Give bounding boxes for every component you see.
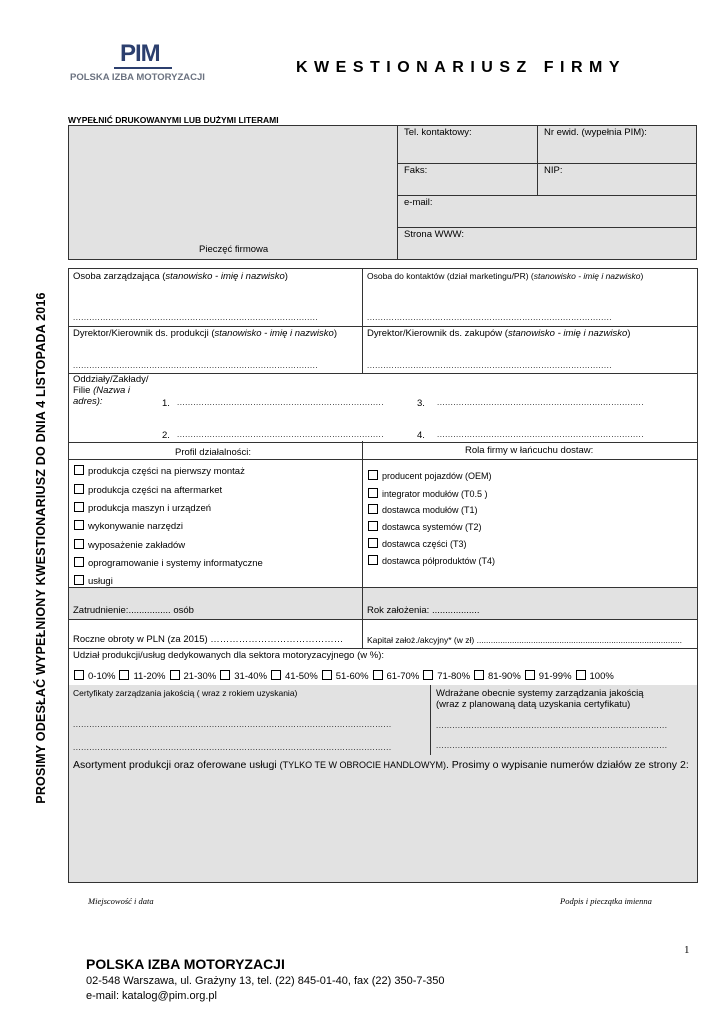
profile-option-label: oprogramowanie i systemy informatyczne: [88, 558, 263, 569]
quality-systems-input-line-1[interactable]: .....................................................................................: [436, 721, 668, 730]
share-option[interactable]: [576, 671, 614, 682]
role-option-label: dostawca modułów (T1): [382, 505, 478, 515]
checkbox[interactable]: [74, 575, 84, 585]
share-option[interactable]: [271, 671, 318, 682]
profile-header: Profil działalności:: [175, 447, 252, 458]
email-label: e-mail:: [404, 197, 433, 208]
tel-field[interactable]: [397, 125, 538, 164]
assortment-field[interactable]: [69, 755, 697, 882]
checkbox[interactable]: [74, 670, 84, 680]
manager-label-hint: stanowisko - imię i nazwisko: [165, 271, 285, 282]
manager-label-text: Osoba zarządzająca (: [73, 271, 166, 282]
checkbox[interactable]: [271, 670, 281, 680]
share-option[interactable]: [525, 671, 572, 682]
www-label: Strona WWW:: [404, 229, 464, 240]
branches-label-1: Oddziały/Zakłady/: [73, 374, 149, 385]
contact-label-text: Osoba do kontaktów (dział marketingu/PR) (: [367, 271, 534, 281]
checkbox[interactable]: [74, 465, 84, 475]
branch-1-input-line[interactable]: ............................................................................: [177, 398, 384, 407]
checkbox[interactable]: [423, 670, 433, 680]
quality-systems-label-1: Wdrażane obecnie systemy zarządzania jakością: [436, 688, 644, 699]
prod-director-text: Dyrektor/Kierownik ds. produkcji (: [73, 328, 215, 339]
prod-director-close: ): [333, 328, 337, 339]
checkbox[interactable]: [576, 670, 586, 680]
branches-label-2-hint: (Nazwa i: [93, 385, 131, 396]
quality-systems-label-2: (wraz z planowaną datą uzyskania certyfikatu): [436, 699, 631, 710]
contact-label-close: ): [640, 271, 644, 281]
checkbox[interactable]: [119, 670, 129, 680]
logo-bar: [114, 67, 172, 69]
footer-org-name: POLSKA IZBA MOTORYZACJI: [86, 956, 285, 972]
nip-label: NIP:: [544, 165, 563, 176]
share-option[interactable]: [119, 671, 165, 682]
share-option-label: 0-10%: [88, 671, 116, 682]
share-option-label: 81-90%: [488, 671, 521, 682]
www-field[interactable]: [397, 227, 697, 260]
checkbox[interactable]: [373, 670, 383, 680]
assortment-label-c: . Prosimy o wypisanie numerów działów ze strony 2:: [445, 759, 689, 771]
role-option[interactable]: [368, 555, 495, 566]
role-option[interactable]: [368, 488, 488, 499]
purchasing-director-input-line[interactable]: ..........................................................................................: [367, 361, 613, 370]
ewid-field[interactable]: [537, 125, 697, 164]
logo-mark: PIM: [120, 40, 160, 67]
certificates-input-line-1[interactable]: .....................................................................................................................: [73, 720, 392, 729]
share-option[interactable]: [74, 671, 115, 682]
branch-3-input-line[interactable]: ............................................................................: [437, 398, 644, 407]
fax-label: Faks:: [404, 165, 428, 176]
checkbox[interactable]: [74, 520, 84, 530]
profile-option-label: produkcja części na pierwszy montaż: [88, 466, 245, 477]
profile-option-label: produkcja maszyn i urządzeń: [88, 503, 212, 514]
company-stamp-field[interactable]: [68, 125, 398, 260]
checkbox[interactable]: [74, 484, 84, 494]
certificates-input-line-2[interactable]: .....................................................................................................................: [73, 743, 392, 752]
profile-option[interactable]: [74, 502, 211, 514]
certificates-divider: [430, 685, 431, 755]
share-option-label: 61-70%: [386, 671, 420, 682]
quality-systems-input-line-2[interactable]: .....................................................................................: [436, 741, 668, 750]
checkbox[interactable]: [368, 521, 378, 531]
page-title: KWESTIONARIUSZ FIRMY: [296, 59, 626, 76]
purchasing-director-label: [367, 328, 630, 339]
profile-option[interactable]: [74, 557, 263, 569]
branches-label-3: adres):: [73, 396, 103, 407]
checkbox[interactable]: [474, 670, 484, 680]
manager-label: [73, 271, 288, 282]
profile-option-label: wykonywanie narzędzi: [88, 521, 184, 532]
share-option-label: 11-20%: [133, 671, 166, 682]
checkbox[interactable]: [74, 502, 84, 512]
share-option[interactable]: [423, 671, 470, 682]
share-option-label: 21-30%: [183, 671, 217, 682]
branch-4-input-line[interactable]: ............................................................................: [437, 430, 644, 439]
branches-label-2: [73, 385, 130, 396]
branches-label-2-text: Filie: [73, 385, 94, 396]
deadline-text: PROSIMY ODESŁAĆ WYPEŁNIONY KWESTIONARIUSZ DO DNIA 4 LISTOPADA 2016: [34, 291, 48, 804]
employment-field[interactable]: Zatrudnienie:................ osób: [73, 605, 194, 616]
footer-email: e-mail: katalog@pim.org.pl: [86, 990, 217, 1002]
purch-director-text: Dyrektor/Kierownik ds. zakupów (: [367, 328, 508, 339]
role-option-label: dostawca półproduktów (T4): [382, 556, 496, 566]
share-option[interactable]: [170, 671, 217, 682]
branch-2-input-line[interactable]: ............................................................................: [177, 430, 384, 439]
share-option-label: 41-50%: [285, 671, 318, 682]
role-option-label: dostawca części (T3): [382, 539, 467, 549]
fax-field[interactable]: [397, 163, 538, 196]
profile-option[interactable]: [74, 575, 113, 587]
founded-field[interactable]: Rok założenia: ..................: [367, 605, 480, 616]
share-option-label: 100%: [589, 671, 614, 682]
manager-input-line[interactable]: ..........................................................................................: [73, 313, 319, 322]
production-director-input-line[interactable]: ..........................................................................................: [73, 361, 319, 370]
profile-option[interactable]: [74, 539, 185, 551]
footer-address: 02-548 Warszawa, ul. Grażyny 13, tel. (22) 845-01-40, fax (22) 350-7-350: [86, 975, 445, 987]
profile-header-row: [68, 459, 698, 460]
deadline-side-text: [12, 275, 70, 820]
stamp-label: Pieczęć firmowa: [199, 244, 269, 255]
assortment-label-b: (TYLKO TE W OBROCIE HANDLOWYM): [279, 760, 446, 770]
assortment-label: [73, 759, 689, 771]
share-option[interactable]: [373, 671, 420, 682]
branch-1-number: 1.: [162, 398, 170, 409]
checkbox[interactable]: [170, 670, 180, 680]
share-label: Udział produkcji/usług dedykowanych dla sektora motoryzacyjnego (w %):: [73, 650, 385, 661]
tel-label: Tel. kontaktowy:: [404, 127, 472, 138]
share-option-label: 31-40%: [234, 671, 268, 682]
checkbox[interactable]: [74, 557, 84, 567]
checkbox[interactable]: [525, 670, 535, 680]
checkbox[interactable]: [368, 555, 378, 565]
manager-label-close: ): [284, 271, 288, 282]
production-director-label: [73, 328, 337, 339]
nip-field[interactable]: [537, 163, 697, 196]
checkbox[interactable]: [74, 539, 84, 549]
share-option-label: 51-60%: [335, 671, 369, 682]
share-option-label: 71-80%: [437, 671, 471, 682]
logo: [70, 40, 220, 85]
email-field[interactable]: [397, 195, 697, 228]
place-date-label: Miejscowość i data: [88, 896, 154, 906]
checkbox[interactable]: [322, 670, 332, 680]
capital-field[interactable]: Kapitał założ./akcyjny* (w zł) .......................................................................................: [367, 635, 683, 645]
purch-director-close: ): [627, 328, 631, 339]
logo-name: POLSKA IZBA MOTORYZACJI: [70, 72, 205, 83]
share-option-label: 91-99%: [538, 671, 572, 682]
checkbox[interactable]: [368, 504, 378, 514]
purch-director-hint: stanowisko - imię i nazwisko: [507, 328, 628, 339]
profile-option[interactable]: [74, 465, 245, 477]
page-number: 1: [684, 944, 690, 956]
contact-label-hint: stanowisko - imię i nazwisko: [533, 271, 641, 281]
prod-director-hint: stanowisko - imię i nazwisko: [214, 328, 334, 339]
instruction: WYPEŁNIĆ DRUKOWANYMI LUB DUŻYMI LITERAMI: [68, 115, 279, 125]
contact-person-input-line[interactable]: ..........................................................................................: [367, 313, 613, 322]
role-option[interactable]: [368, 521, 482, 532]
role-option-label: dostawca systemów (T2): [382, 522, 482, 532]
certificates-label: Certyfikaty zarządzania jakością ( wraz z rokiem uzyskania): [73, 688, 298, 698]
role-option[interactable]: [368, 504, 478, 515]
branch-3-number: 3.: [417, 398, 425, 409]
profile-role-divider: [362, 441, 363, 587]
role-option[interactable]: [368, 538, 467, 549]
role-header: Rola firmy w łańcuchu dostaw:: [465, 445, 594, 456]
checkbox[interactable]: [368, 470, 378, 480]
checkbox[interactable]: [220, 670, 230, 680]
turnover-field[interactable]: Roczne obroty w PLN (za 2015) ……………………………………: [73, 634, 344, 645]
share-option[interactable]: [474, 671, 521, 682]
contact-person-label: [367, 271, 643, 281]
assortment-label-a: Asortyment produkcji oraz oferowane usługi: [73, 759, 280, 771]
branch-2-number: 2.: [162, 430, 170, 441]
role-option[interactable]: [368, 470, 492, 481]
profile-option[interactable]: [74, 484, 222, 496]
ewid-label: Nr ewid. (wypełnia PIM):: [544, 127, 647, 138]
share-option[interactable]: [220, 671, 267, 682]
share-option[interactable]: [322, 671, 369, 682]
profile-option-label: wyposażenie zakładów: [88, 540, 186, 551]
profile-option-label: usługi: [88, 576, 113, 587]
share-options: [74, 670, 618, 682]
checkbox[interactable]: [368, 488, 378, 498]
role-option-label: integrator modułów (T0.5 ): [382, 489, 488, 499]
profile-option-label: produkcja części na aftermarket: [88, 485, 223, 496]
role-option-label: producent pojazdów (OEM): [382, 471, 492, 481]
checkbox[interactable]: [368, 538, 378, 548]
branch-4-number: 4.: [417, 430, 425, 441]
profile-option[interactable]: [74, 520, 183, 532]
signature-label: Podpis i pieczątka imienna: [560, 896, 652, 906]
